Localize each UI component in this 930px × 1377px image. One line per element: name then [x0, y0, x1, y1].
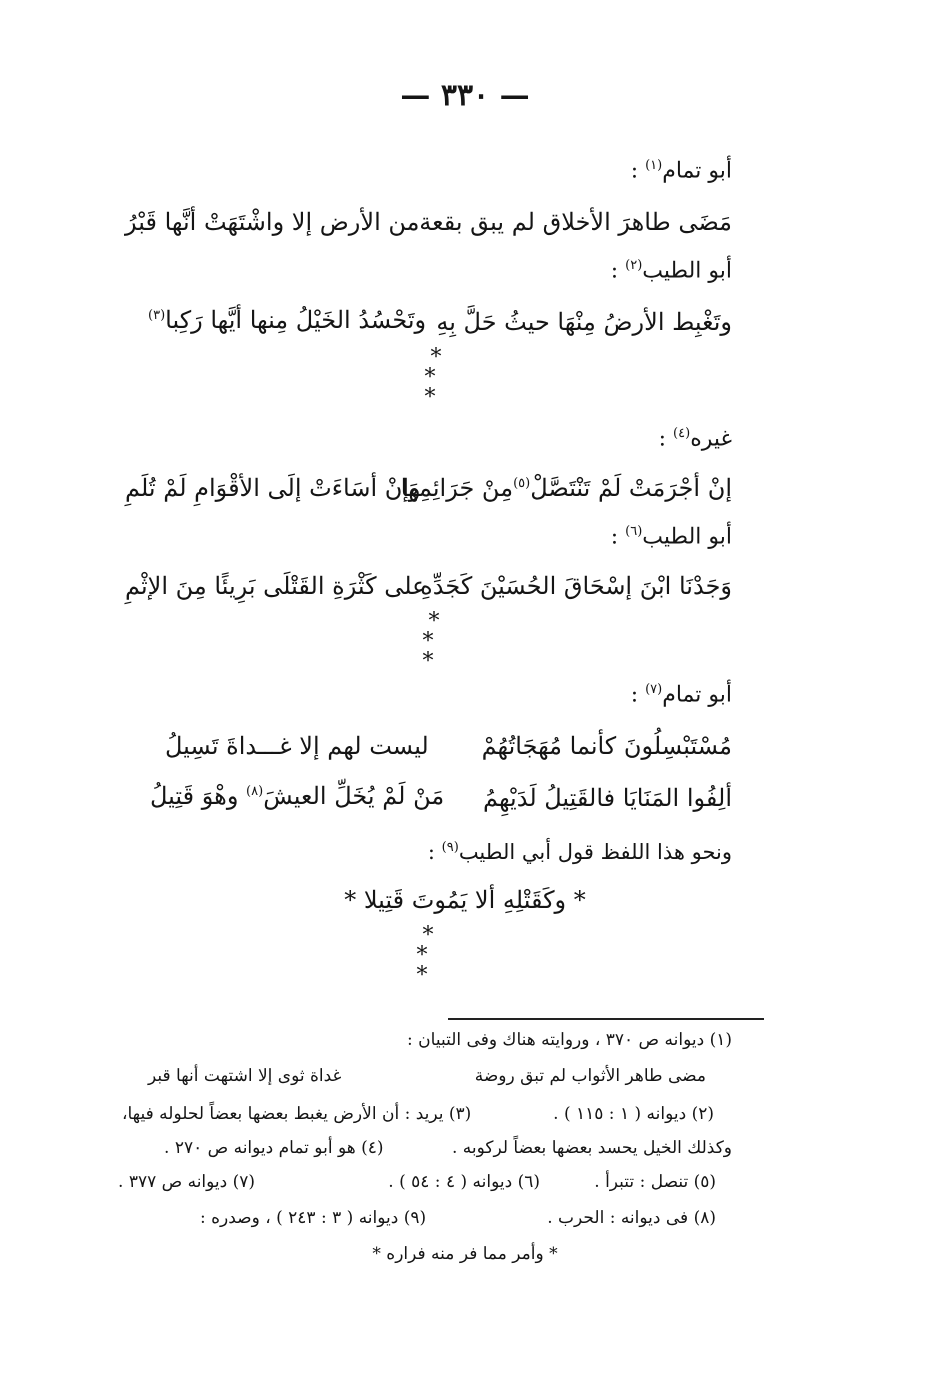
footnote-6: (٦) ديوانه ( ٤ : ٥٤ ) . [388, 1172, 540, 1192]
footnote-ref: (٩) [441, 840, 459, 855]
footnote-4: (٤) هو أبو تمام ديوانه ص ٢٧٠ . [164, 1138, 384, 1158]
footnote-ref: (٦) [625, 524, 643, 539]
verse-first-hemistich: مَضَى طاهرَ الأخلاق لم يبق بقعة [419, 208, 732, 236]
footnote-rule [448, 1018, 764, 1020]
verse-text-tail: مِنْ جَرَائِمِهَا [400, 474, 514, 502]
verse-text: إنْ أجْرَمَتْ لَمْ تَنْتَصَّلْ [530, 474, 732, 502]
footnote-ref: (٣) [148, 308, 166, 323]
verse-second-hemistich [148, 306, 426, 334]
verse-first-hemistich: وَجَدْنَا ابْنَ إسْحَاقَ الحُسَيْنَ كَجَدِّهِ [420, 572, 732, 600]
poet-heading-abu-al-tayyib-2: أبو الطيب$^{(٢)}$ : [610, 258, 732, 284]
verse-first-hemistich: مُسْتَبْسِلُونَ كأنما مُهَجَاتُهُمْ [481, 732, 732, 760]
quoted-hemistich: * وكَقَتْلِهِ ألا يَمُوتَ قَتِيلا * [344, 886, 586, 914]
verse-first-hemistich [401, 474, 732, 502]
footnote-1: (١) ديوانه ص ٣٧٠ ، وروايته هناك وفى التبيان : [407, 1030, 732, 1050]
footnote-1-verse-first: مضى طاهر الأثواب لم تبق روضة [474, 1066, 706, 1086]
poet-heading-ghayruh-4: غيره$^{(٤)}$ : [658, 426, 732, 452]
heading-text: أبو تمام [662, 158, 732, 184]
poet-heading-abu-tammam-7: أبو تمام$^{(٧)}$ : [630, 682, 732, 708]
separator-star: * [428, 609, 440, 634]
separator-stars: * * [416, 943, 440, 988]
footnote-1-verse-second: غداة ثوى إلا اشتهت أنها قبر [148, 1066, 342, 1086]
heading-text: أبو الطيب [642, 524, 732, 550]
poet-heading-abu-tammam-1: أبو تمام$^{(١)}$ : [630, 158, 732, 184]
verse-text-tail: وهْوَ قَتِيلُ [150, 782, 239, 810]
poet-heading-abu-al-tayyib-6: أبو الطيب$^{(٦)}$ : [610, 524, 732, 550]
verse-second-hemistich: على كَثْرَةِ القَتْلَى بَرِيئًا مِنَ الإثْمِ [125, 572, 427, 600]
footnote-ref: (٢) [625, 258, 643, 273]
page-number: — ٣٣٠ — [400, 78, 530, 113]
separator-stars: * * [422, 629, 446, 674]
footnote-3: (٣) يريد : أن الأرض يغبط بعضها بعضاً لحلوله فيها، [122, 1104, 472, 1124]
footnote-3-continuation: وكذلك الخيل يحسد بعضها بعضاً لركوبه . [451, 1138, 732, 1158]
footnote-ref: (٥) [513, 476, 531, 491]
footnote-ref: (٨) [246, 784, 264, 799]
footnote-ref: (٤) [673, 426, 691, 441]
separator-star: * [430, 345, 442, 370]
section-separator [398, 923, 458, 988]
footnote-2: (٢) ديوانه ( ١ : ١١٥ ) . [553, 1104, 714, 1124]
footnote-8: (٨) فى ديوانه : الحرب . [547, 1208, 716, 1228]
footnote-7: (٧) ديوانه ص ٣٧٧ . [118, 1172, 256, 1192]
verse-text: مَنْ لَمْ يُخَلِّ العيشَ [263, 782, 445, 810]
heading-text: غيره [690, 426, 732, 452]
footnote-ref: (١) [645, 158, 663, 173]
separator-stars: * * [424, 365, 448, 410]
verse-first-hemistich: وتَغْبِط الأرضُ مِنْهَا حيثُ حَلَّ بِهِ [436, 308, 732, 336]
verse-second-hemistich: ليست لهم إلا غـــداةَ تَسِيلُ [165, 732, 429, 760]
note-line: ونحو هذا اللفظ قول أبي الطيب$^{(٩)}$ : [427, 840, 732, 864]
section-separator [404, 609, 464, 674]
footnote-9-verse: * وأمر مما فر منه فراره * [372, 1244, 558, 1264]
heading-text: أبو تمام [662, 682, 732, 708]
heading-text: أبو الطيب [642, 258, 732, 284]
footnote-ref: (٧) [645, 682, 663, 697]
verse-second-hemistich: وإنْ أسَاءَتْ إلَى الأقْوَامِ لَمْ تُلَمِ [125, 474, 421, 502]
separator-star: * [422, 923, 434, 948]
footnote-9: (٩) ديوانه ( ٣ : ٢٤٣ ) ، وصدره : [200, 1208, 427, 1228]
note-text: ونحو هذا اللفظ قول أبي الطيب [458, 840, 732, 864]
verse-text: وتَحْسُدُ الخَيْلُ مِنها أيَّها رَكِبا [165, 306, 427, 334]
verse-first-hemistich: ألِفُوا المَنَايَا فالقَتِيلُ لَدَيْهِمُ [483, 784, 732, 812]
verse-second-hemistich [150, 782, 444, 810]
section-separator [406, 345, 466, 410]
footnote-5: (٥) تنصل : تتبرأ . [594, 1172, 716, 1192]
verse-second-hemistich: من الأرض إلا واشْتَهَتْ أنَّها قَبْرُ [125, 208, 420, 236]
